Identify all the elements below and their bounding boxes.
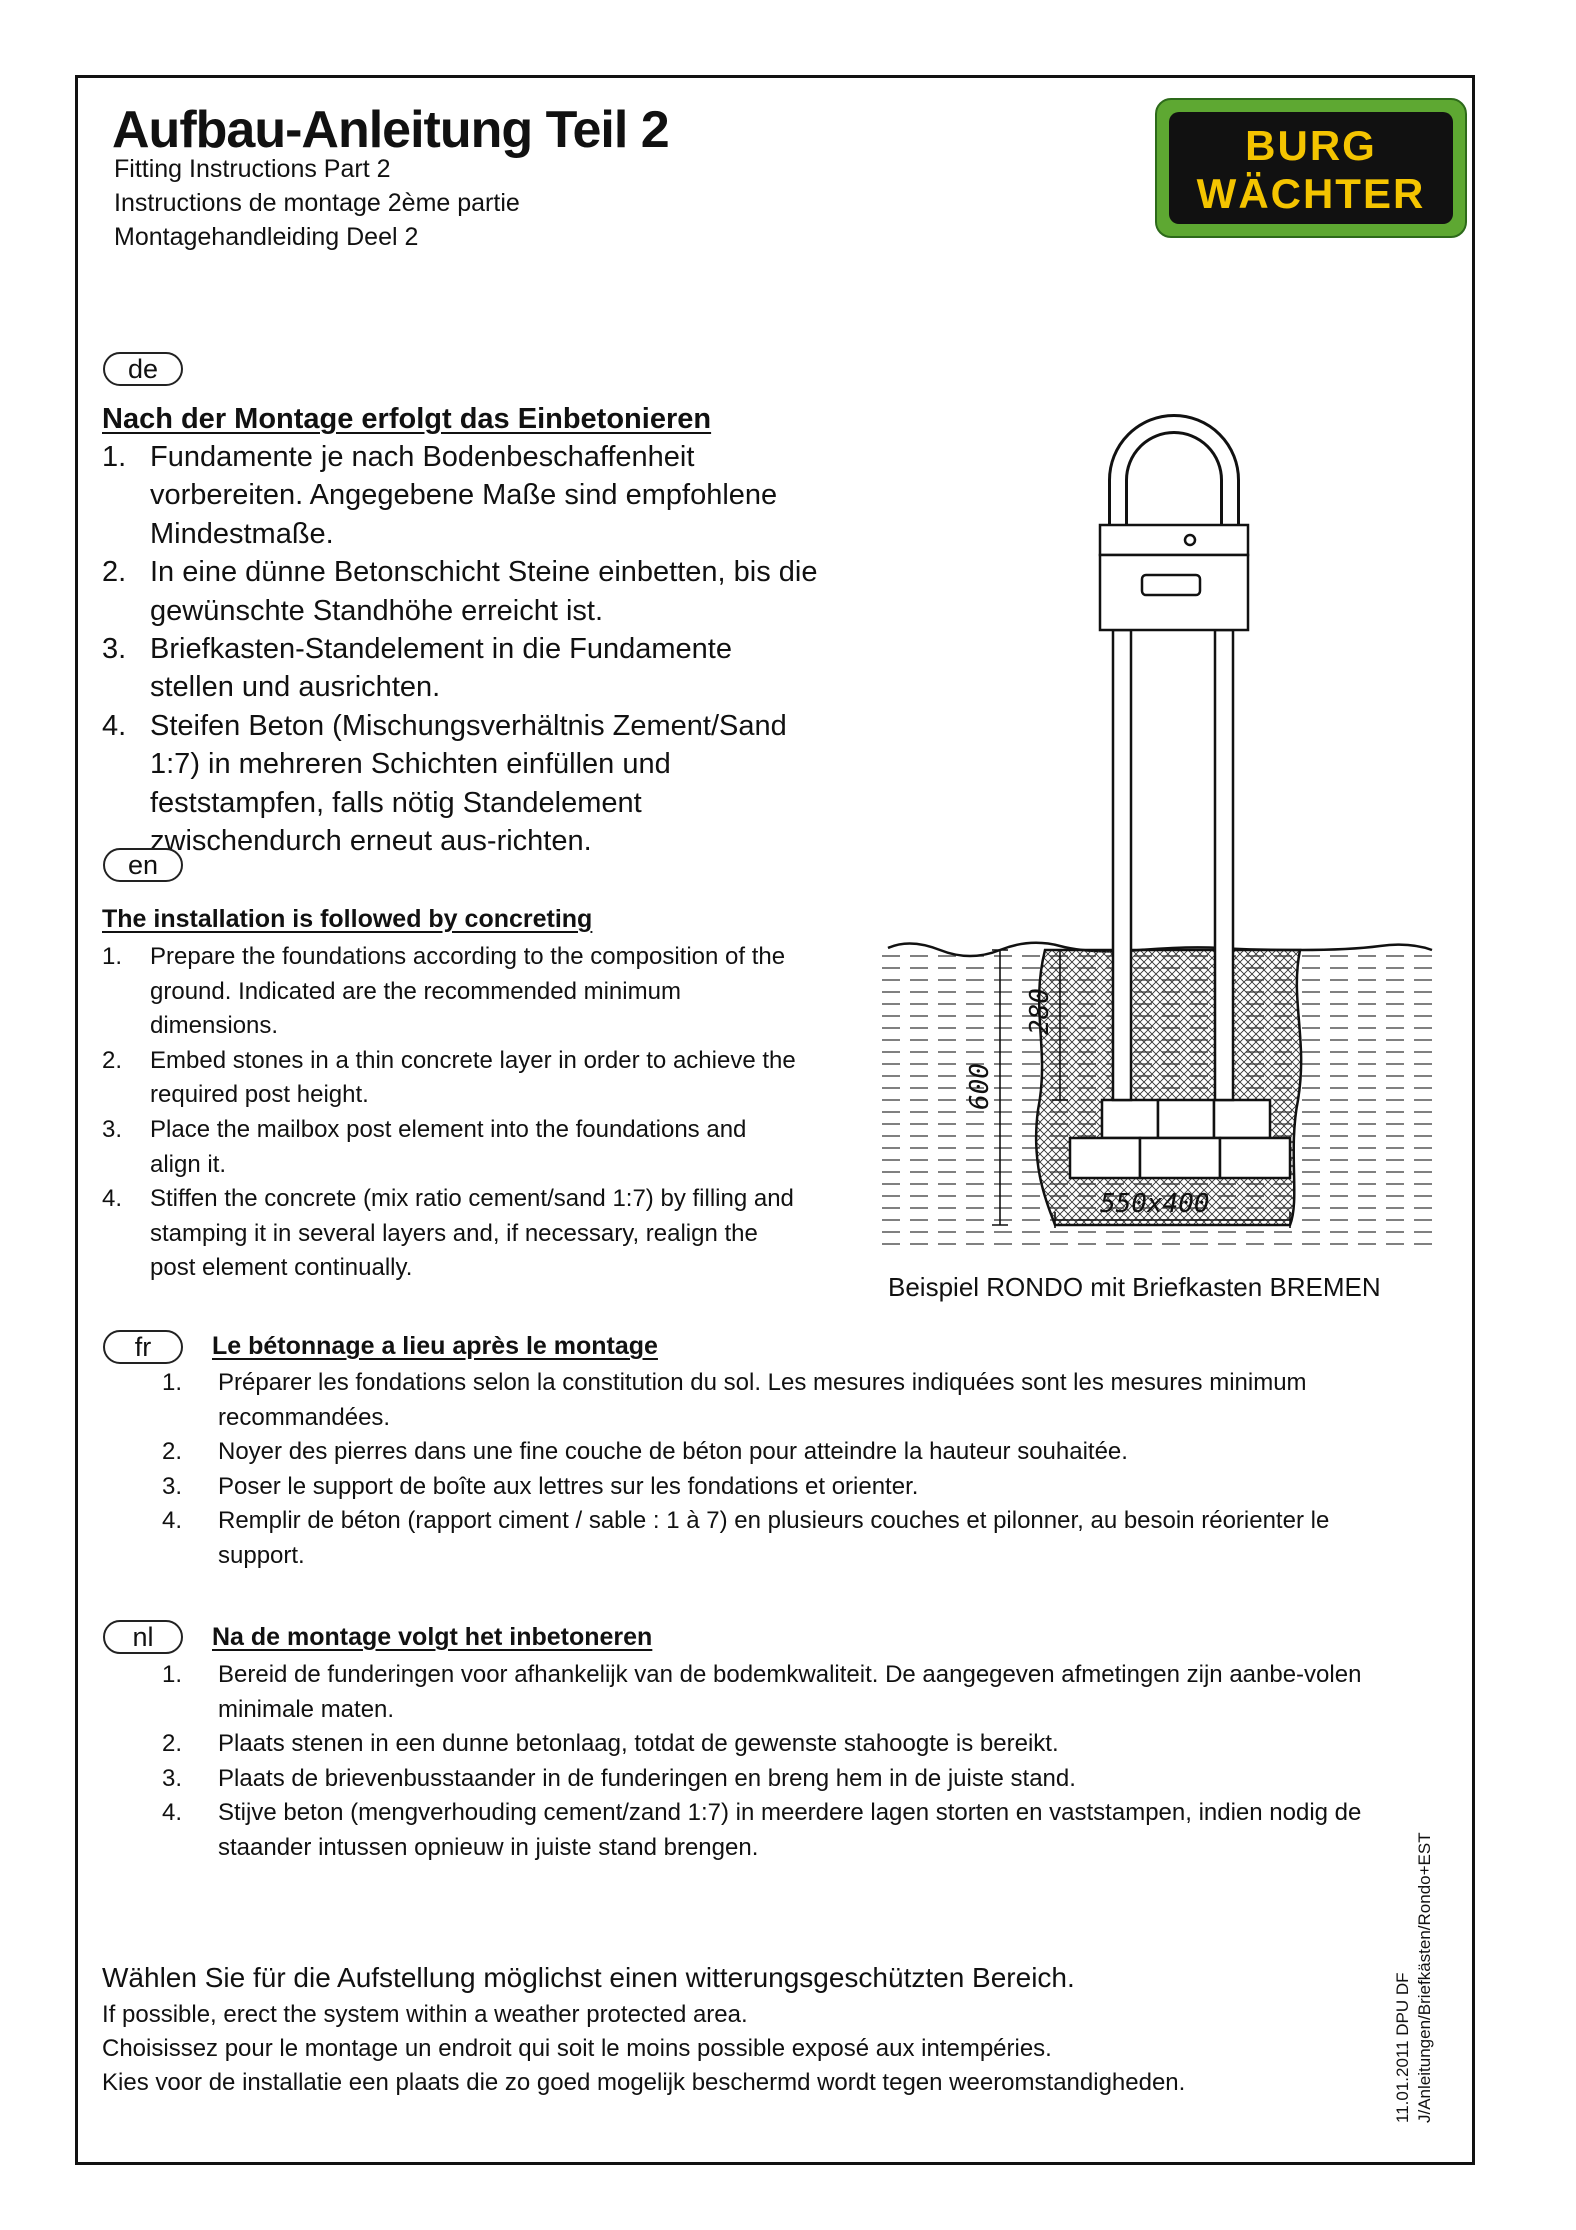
- reference-date: 11.01.2011 DPU DF: [1393, 1972, 1412, 2123]
- step-number: 3.: [162, 1472, 183, 1500]
- step-number: 3.: [102, 1115, 123, 1143]
- step-text: Stijve beton (mengverhouding cement/zand 1:7) in meerdere lagen storten en vaststampen, indien nodig de staander intussen opnieuw in juiste stand brengen.: [218, 1799, 1362, 1861]
- subtitle-block: [114, 152, 520, 254]
- step-text: Place the mailbox post element into the foundations and align it.: [150, 1115, 747, 1178]
- list-item: [162, 1504, 1422, 1573]
- illustration-caption: Beispiel RONDO mit Briefkasten BREMEN: [888, 1272, 1381, 1302]
- document-reference-note: [1392, 1603, 1436, 2123]
- closing-notes: [102, 1958, 1282, 2100]
- list-item: [102, 553, 822, 630]
- section-heading-nl: Na de montage volgt het inbetoneren: [212, 1623, 653, 1651]
- step-text: Bereid de funderingen voor afhankelijk van de bodemkwaliteit. De aangegeven afmetingen zijn aanbe-volen minimale maten.: [218, 1661, 1362, 1723]
- page-title: Aufbau-Anleitung Teil 2: [112, 101, 669, 159]
- post-arch-inner: [1118, 424, 1230, 525]
- step-number: 4.: [102, 709, 127, 742]
- step-number: 4.: [102, 1185, 123, 1213]
- step-number: 2.: [102, 1046, 123, 1074]
- lang-badge-de: de: [103, 352, 183, 386]
- list-item: [102, 940, 802, 1044]
- step-text: In eine dünne Betonschicht Steine einbetten, bis die gewünschte Standhöhe erreicht ist.: [150, 556, 818, 627]
- step-text: Plaats de brievenbusstaander in de funderingen en breng hem in de juiste stand.: [218, 1764, 1076, 1792]
- logo-line-1: BURG: [1245, 122, 1377, 169]
- steps-list-de: [102, 438, 822, 860]
- step-text: Embed stones in a thin concrete layer in order to achieve the required post height.: [150, 1046, 796, 1109]
- step-text: Noyer des pierres dans une fine couche de béton pour atteindre la hauteur souhaitée.: [218, 1438, 1128, 1466]
- step-text: Briefkasten-Standelement in die Fundamente stellen und ausrichten.: [150, 633, 732, 704]
- mailbox-post-illustration: [880, 410, 1440, 1260]
- subtitle-fr: Instructions de montage 2ème partie: [114, 189, 520, 217]
- step-number: 2.: [162, 1438, 183, 1466]
- step-number: 4.: [162, 1507, 183, 1535]
- step-text: Remplir de béton (rapport ciment / sable : 1 à 7) en plusieurs couches et pilonner, au besoin réorienter le support.: [218, 1507, 1330, 1569]
- list-item: [102, 1044, 802, 1113]
- logo-plate: [1169, 112, 1453, 224]
- closing-line-fr: Choisissez pour le montage un endroit qui soit le moins possible exposé aux intempéries.: [102, 2035, 1052, 2062]
- list-item: [102, 1113, 802, 1182]
- section-heading-en: The installation is followed by concreting: [102, 905, 593, 933]
- step-number: 2.: [102, 556, 127, 589]
- foundation-stones: [1070, 1100, 1290, 1178]
- list-item: [102, 438, 822, 553]
- list-item: [162, 1658, 1422, 1727]
- lang-badge-fr: fr: [103, 1330, 183, 1364]
- list-item: [102, 707, 822, 861]
- step-text: Steifen Beton (Mischungsverhältnis Zement/Sand 1:7) in mehreren Schichten einfüllen und feststampfen, falls nötig Standelement zwischendurch erneut aus-richten.: [150, 709, 787, 858]
- list-item: [162, 1762, 1422, 1797]
- step-text: Plaats stenen in een dunne betonlaag, totdat de gewenste stahoogte is bereikt.: [218, 1730, 1059, 1758]
- step-number: 1.: [102, 441, 127, 473]
- dim-inner-depth-label: 280: [1025, 988, 1055, 1035]
- reference-path: J/Anleitungen/Briefkästen/Rondo+EST: [1415, 1832, 1434, 2123]
- step-text: Poser le support de boîte aux lettres sur les fondations et orienter.: [218, 1472, 919, 1500]
- list-item: [162, 1796, 1422, 1865]
- closing-lead-de: Wählen Sie für die Aufstellung möglichst einen witterungsgeschützten Bereich.: [102, 1962, 1075, 1993]
- brand-logo: [1155, 98, 1467, 238]
- list-item: [102, 1182, 802, 1286]
- step-number: 1.: [162, 1661, 183, 1688]
- dim-total-depth-label: 600: [965, 1063, 995, 1110]
- lang-badge-nl: nl: [103, 1620, 183, 1654]
- subtitle-nl: Montagehandleiding Deel 2: [114, 223, 419, 251]
- mailbox: [1100, 525, 1248, 630]
- step-text: Stiffen the concrete (mix ratio cement/sand 1:7) by filling and stamping it in several layers and, if necessary, realign the post element continually.: [150, 1185, 794, 1282]
- logo-text: [1169, 122, 1453, 218]
- step-text: Fundamente je nach Bodenbeschaffenheit vorbereiten. Angegebene Maße sind empfohlene Mindestmaße.: [150, 441, 778, 550]
- logo-line-2: WÄCHTER: [1196, 170, 1426, 217]
- step-number: 1.: [102, 943, 123, 970]
- step-text: Préparer les fondations selon la constitution du sol. Les mesures indiquées sont les mesures minimum recommandées.: [218, 1369, 1307, 1431]
- steps-list-nl: [162, 1658, 1422, 1866]
- list-item: [162, 1470, 1422, 1505]
- step-number: 3.: [102, 633, 127, 666]
- list-item: [162, 1435, 1422, 1470]
- steps-list-fr: [162, 1366, 1422, 1574]
- section-heading-de: Nach der Montage erfolgt das Einbetonieren: [102, 403, 712, 435]
- closing-line-en: If possible, erect the system within a weather protected area.: [102, 2001, 748, 2028]
- steps-list-en: [102, 940, 802, 1286]
- list-item: [162, 1727, 1422, 1762]
- lang-badge-en: en: [103, 848, 183, 882]
- closing-line-nl: Kies voor de installatie een plaats die zo goed mogelijk beschermd wordt tegen weeromstandigheden.: [102, 2069, 1186, 2096]
- step-number: 3.: [162, 1764, 183, 1792]
- step-number: 1.: [162, 1369, 183, 1396]
- section-heading-fr: Le bétonnage a lieu après le montage: [212, 1332, 658, 1360]
- concrete-foundation: [1036, 950, 1301, 1225]
- step-number: 2.: [162, 1730, 183, 1758]
- step-text: Prepare the foundations according to the composition of the ground. Indicated are the recommended minimum dimensions.: [150, 943, 786, 1040]
- step-number: 4.: [162, 1799, 183, 1827]
- list-item: [162, 1366, 1422, 1435]
- dim-width-label: 550x400: [1100, 1189, 1210, 1219]
- subtitle-en: Fitting Instructions Part 2: [114, 155, 391, 183]
- list-item: [102, 630, 822, 707]
